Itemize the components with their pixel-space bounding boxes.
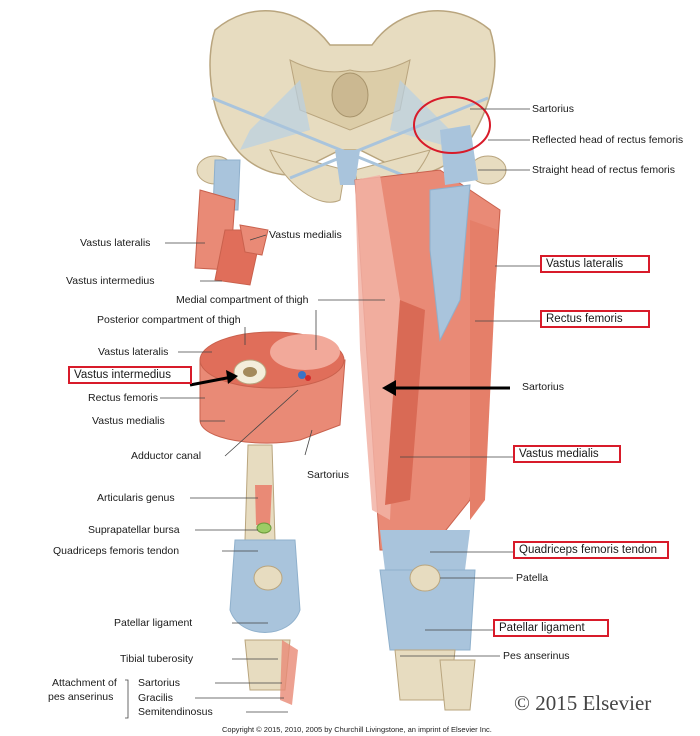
label-semitendinosus: Semitendinosus	[138, 706, 213, 718]
label-vastus-intermedius-cs: Vastus intermedius	[68, 366, 192, 384]
label-patellar-ligament-left: Patellar ligament	[114, 617, 193, 629]
right-thigh	[355, 125, 500, 710]
label-vastus-lateralis-right: Vastus lateralis	[540, 255, 650, 273]
label-sartorius-top: Sartorius	[532, 103, 575, 115]
label-pes-anserinus: Pes anserinus	[503, 650, 570, 662]
label-quadriceps-tendon-left: Quadriceps femoris tendon	[53, 545, 180, 557]
label-pes-anserinus-left: pes anserinus	[48, 691, 114, 703]
label-attachment-of: Attachment of	[52, 677, 117, 689]
label-rectus-femoris-cs: Rectus femoris	[88, 392, 159, 404]
label-rectus-femoris-right: Rectus femoris	[540, 310, 650, 328]
label-straight-head: Straight head of rectus femoris	[532, 164, 675, 176]
label-quadriceps-tendon-right: Quadriceps femoris tendon	[513, 541, 669, 559]
label-tibial-tuberosity: Tibial tuberosity	[120, 653, 194, 665]
label-suprapatellar-bursa: Suprapatellar bursa	[88, 524, 180, 536]
thigh-cross-section	[200, 332, 345, 443]
label-articularis-genus: Articularis genus	[97, 492, 175, 504]
label-gracilis: Gracilis	[138, 692, 174, 704]
label-medial-compartment: Medial compartment of thigh	[176, 294, 309, 306]
label-vastus-medialis-top: Vastus medialis	[269, 229, 342, 241]
left-femur-knee	[230, 445, 300, 705]
label-reflected-head: Reflected head of rectus femoris	[532, 134, 684, 146]
label-vastus-intermedius-left: Vastus intermedius	[66, 275, 155, 287]
label-vastus-lateralis-cs: Vastus lateralis	[98, 346, 169, 358]
label-adductor-canal: Adductor canal	[131, 450, 202, 462]
label-sartorius-cs: Sartorius	[307, 469, 350, 481]
label-vastus-medialis-cs: Vastus medialis	[92, 415, 165, 427]
label-posterior-compartment: Posterior compartment of thigh	[97, 314, 241, 326]
label-patella: Patella	[516, 572, 549, 584]
label-patellar-ligament-right: Patellar ligament	[493, 619, 609, 637]
watermark: © 2015 Elsevier	[514, 691, 652, 715]
label-vastus-lateralis-left: Vastus lateralis	[80, 237, 151, 249]
label-sartorius-arrow: Sartorius	[522, 381, 565, 393]
label-vastus-medialis-right: Vastus medialis	[513, 445, 621, 463]
label-sartorius-pes: Sartorius	[138, 677, 181, 689]
copyright-line: Copyright © 2015, 2010, 2005 by Churchill Livingstone, an imprint of Elsevier Inc.	[222, 725, 492, 734]
